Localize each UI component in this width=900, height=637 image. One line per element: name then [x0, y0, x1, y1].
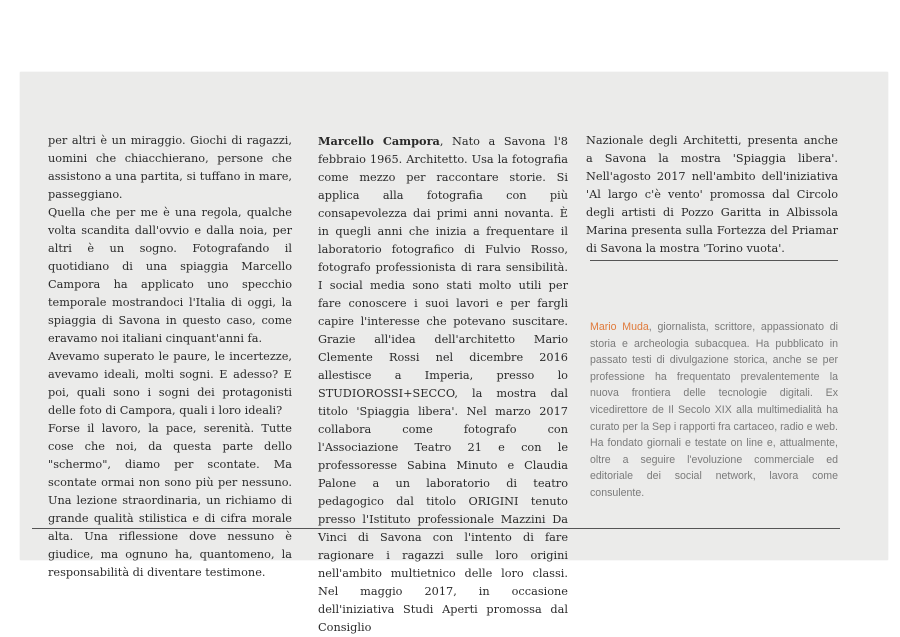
paragraph: per altri è un miraggio. Giochi di ragazzi, uomini che chiacchierano, persone che assistono a una partita, si tuffano in mare, passeggiano.	[48, 134, 292, 201]
article-column-3	[586, 132, 838, 258]
photographer-bio-text: , Nato a Savona l'8 febbraio 1965. Architetto. Usa la fotografia come mezzo per raccontare storie. Si applica alla fotografia con più consapevolezza dai primi anni novanta. È in quegli anni che inizia a frequentare il laboratorio fotografico di Fulvio Rosso, fotografo professionista di rara sensibilità. I social media sono stati molto utili per fare conoscere i suoi lavori e per fargli capire l'interesse che potevano suscitare. Grazie all'idea dell'architetto Mario Clemente Rossi nel dicembre 2016 allestisce a Imperia, presso lo STUDIOROSSI+SECCO, la mostra dal titolo 'Spiaggia libera'. Nel marzo 2017 collabora come fotografo con l'Associazione Teatro 21 e con le professoresse Sabina Minuto e Claudia Palone a un laboratorio di teatro pedagogico dal titolo ORIGINI tenuto presso l'Istituto professionale Mazzini Da Vinci di Savona con l'intento di fare ragionare i ragazzi sulle loro origini nell'ambito multietnico delle loro classi. Nel maggio 2017, in occasione dell'iniziativa Studi Aperti promossa dal Consiglio	[318, 135, 568, 634]
paragraph: Nazionale degli Architetti, presenta anche a Savona la mostra 'Spiaggia libera'. Nell'agosto 2017 nell'ambito dell'iniziativa 'Al largo c'è vento' promossa dal Circolo degli artisti di Pozzo Garitta in Albissola Marina presenta sulla Fortezza del Priamar di Savona la mostra 'Torino vuota'.	[586, 134, 838, 255]
author-bio-paragraph	[318, 132, 568, 637]
writer-bio	[590, 319, 838, 502]
paragraph: Forse il lavoro, la pace, serenità. Tutte cose che noi, da questa parte dello "schermo", diamo per scontate. Ma scontate ormai non sono più per nessuno. Una lezione straordinaria, un richiamo di grande qualità stilistica e di cifra morale alta. Una riflessione dove nessuno è giudice, ma ognuno ha, quantomeno, la responsabilità di diventare testimone.	[48, 422, 292, 579]
column-divider	[590, 260, 838, 261]
photographer-name: Marcello Campora	[318, 134, 440, 148]
article-column-2	[318, 132, 568, 637]
page-bottom-divider	[32, 528, 840, 529]
article-column-1	[48, 132, 292, 582]
paragraph: Quella che per me è una regola, qualche volta scandita dall'ovvio e dalla noia, per altri è un sogno. Fotografando il quotidiano di una spiaggia Marcello Campora ha applicato uno specchio temporale mostrandoci l'Italia di oggi, la spiaggia di Savona in questo caso, come eravamo noi italiani cinquant'anni fa.	[48, 206, 292, 345]
writer-bio-text: , giornalista, scrittore, appassionato di storia e archeologia subacquea. Ha pubblicato in passato testi di divulgazione storica, anche se per professione ha frequentato prevalentemente la nuova frontiera delle tecnologie digitali. Ex vicedirettore de Il Secolo XIX alla multimedialità ha curato per la Sep i rapporti fra cartaceo, radio e web. Ha fondato giornali e testate on line e, attualmente, oltre a seguire l'evoluzione commerciale ed editoriale dei social network, lavora come consulente.	[590, 321, 838, 499]
writer-name: Mario Muda	[590, 321, 649, 333]
paragraph: Avevamo superato le paure, le incertezze, avevamo ideali, molti sogni. E adesso? E poi, quali sono i sogni dei protagonisti delle foto di Campora, quali i loro ideali?	[48, 350, 292, 417]
magazine-page	[20, 72, 888, 634]
